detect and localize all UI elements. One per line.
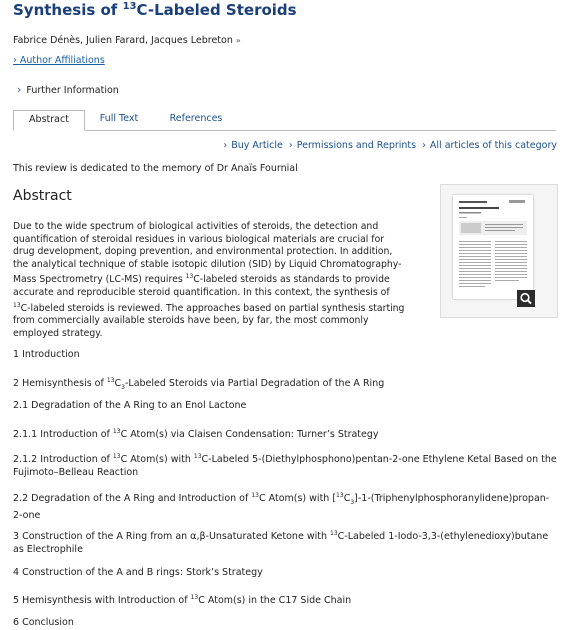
- zoom-button[interactable]: [517, 290, 535, 307]
- chevron-right-icon: ›: [422, 140, 426, 151]
- toc-item[interactable]: 3 Construction of the A Ring from an α,β-Unsaturated Ketone with $^{13}$C-Labeled 1-Iodo-3,3-(ethylenedioxy)butane as Electrophile: [13, 530, 549, 555]
- tab-abstract[interactable]: Abstract: [13, 110, 85, 131]
- toc-item[interactable]: 5 Hemisynthesis with Introduction of $^{13}$C Atom(s) in the C17 Side Chain: [13, 594, 352, 607]
- abstract-heading: Abstract: [13, 188, 72, 204]
- article-actions: [217, 140, 557, 151]
- toc-item[interactable]: 2.1.1 Introduction of $^{13}$C Atom(s) via Claisen Condensation: Turner’s Strategy: [13, 428, 379, 441]
- dedication-text: This review is dedicated to the memory of Dr Anaïs Fournial: [13, 163, 298, 174]
- further-information-toggle[interactable]: › Further Information: [17, 83, 119, 96]
- author-affiliations-link[interactable]: › Author Affiliations: [13, 55, 105, 66]
- toc-item[interactable]: 4 Construction of the A and B rings: Stork’s Strategy: [13, 567, 263, 578]
- arrow-right-icon: »: [235, 36, 241, 45]
- toc-item[interactable]: 2 Hemisynthesis of $^{13}C_3$-Labeled Steroids via Partial Degradation of the A Ring: [13, 377, 385, 392]
- all-articles-link[interactable]: All articles of this category: [429, 140, 557, 151]
- toc-item[interactable]: 1 Introduction: [13, 349, 80, 360]
- page-preview-graphic: [453, 195, 533, 299]
- magnifier-icon: [517, 290, 535, 307]
- buy-article-link[interactable]: Buy Article: [231, 140, 283, 151]
- article-thumbnail[interactable]: [440, 184, 558, 318]
- article-first-page-preview: [453, 195, 533, 299]
- chevron-right-icon: ›: [223, 140, 228, 151]
- chevron-right-icon: ›: [288, 140, 293, 151]
- tab-references[interactable]: References: [169, 113, 223, 124]
- author-list[interactable]: Fabrice Dénès, Julien Farard, Jacques Lebreton »: [13, 35, 241, 46]
- article-tabs: [13, 110, 556, 131]
- article-title: Synthesis of $^{13}$C-Labeled Steroids: [13, 1, 297, 19]
- chevron-right-icon: ›: [17, 83, 22, 96]
- permissions-reprints-link[interactable]: Permissions and Reprints: [296, 140, 417, 151]
- toc-item[interactable]: 2.1.2 Introduction of $^{13}$C Atom(s) with $^{13}$C-Labeled 5-(Diethylphosphono)pentan-2-one Ethylene Ketal Based on the Fujimoto–Belleau Reaction: [13, 453, 557, 478]
- tab-full-text[interactable]: Full Text: [99, 113, 139, 124]
- toc-item[interactable]: 2.1 Degradation of the A Ring to an Enol Lactone: [13, 400, 247, 411]
- toc-item[interactable]: 2.2 Degradation of the A Ring and Introduction of $^{13}$C Atom(s) with $[^{13}C_3]-1-(Triphenylphosphoranylidene)propan-2$-one: [13, 492, 550, 521]
- abstract-text: Due to the wide spectrum of biological activities of steroids, the detection and quantification of steroidal residues in various biological materials are crucial for drug development, doping prevention, and environmental protection. In addition, the analytical technique of stable isotopic dilution (SID) by Liquid Chromatography-Mass Spectrometry (LC-MS) requires $^{13}$C-labeled steroids as standards to provide accurate and reproducible steroid quantification. In this context, the synthesis of $^{13}$C-labeled steroids is reviewed. The approaches based on partial synthesis starting from commercially available steroids have been, by far, the most commonly employed strategy.: [13, 221, 405, 339]
- toc-item[interactable]: 6 Conclusion: [13, 617, 74, 628]
